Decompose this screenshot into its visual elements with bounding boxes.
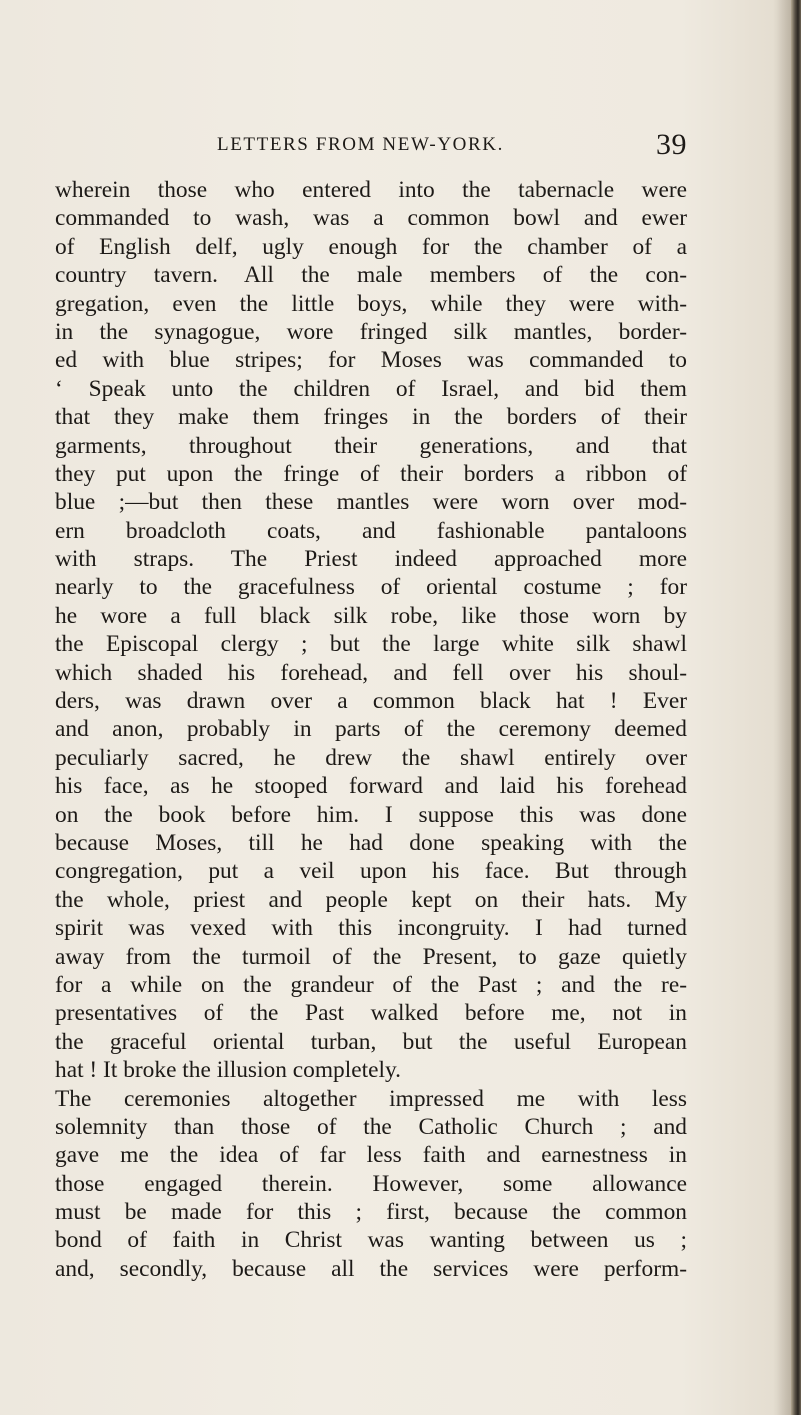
text-line: presentatives of the Past walked before me, not in bbox=[55, 1000, 687, 1027]
paragraph-end-line: hat ! It broke the illusion completely. bbox=[55, 1057, 402, 1084]
text-line: they put upon the fringe of their borders a ribbon of bbox=[55, 460, 687, 487]
text-line: those engaged therein. However, some allowance bbox=[55, 1170, 687, 1197]
running-head bbox=[65, 128, 687, 168]
text-line: country tavern. All the male members of the con- bbox=[55, 262, 687, 289]
text-line: congregation, put a veil upon his face. But through bbox=[55, 858, 687, 885]
text-line: ders, was drawn over a common black hat ! Ever bbox=[55, 688, 687, 715]
text-line: his face, as he stooped forward and laid his forehead bbox=[55, 773, 687, 800]
binding-shadow bbox=[773, 0, 791, 1415]
text-line: ern broadcloth coats, and fashionable pantaloons bbox=[55, 517, 687, 544]
text-line: that they make them fringes in the borders of their bbox=[55, 404, 687, 431]
text-line: which shaded his forehead, and fell over his shoul- bbox=[55, 659, 687, 686]
body-text bbox=[55, 176, 687, 1283]
text-line: garments, throughout their generations, and that bbox=[55, 432, 687, 459]
text-line: he wore a full black silk robe, like those worn by bbox=[55, 602, 687, 629]
text-line: the graceful oriental turban, but the useful European bbox=[55, 1028, 687, 1055]
text-line: and, secondly, because all the services were perform- bbox=[55, 1255, 687, 1282]
text-line: for a while on the grandeur of the Past ; and the re- bbox=[55, 971, 687, 998]
text-line: nearly to the gracefulness of oriental costume ; for bbox=[55, 574, 687, 601]
text-line: in the synagogue, wore fringed silk mantles, border- bbox=[55, 318, 687, 345]
text-line: with straps. The Priest indeed approached more bbox=[55, 546, 687, 573]
text-line: away from the turmoil of the Present, to gaze quietly bbox=[55, 943, 687, 970]
text-line: of English delf, ugly enough for the chamber of a bbox=[55, 233, 687, 260]
text-line: because Moses, till he had done speaking with the bbox=[55, 829, 687, 856]
running-title: LETTERS FROM NEW-YORK. bbox=[217, 134, 504, 155]
text-line: wherein those who entered into the tabernacle were bbox=[55, 177, 687, 203]
text-line: The ceremonies altogether impressed me with less bbox=[55, 1085, 687, 1112]
text-line: spirit was vexed with this incongruity. I had turned bbox=[55, 915, 687, 942]
text-line: solemnity than those of the Catholic Church ; and bbox=[55, 1113, 687, 1140]
text-line: gregation, even the little boys, while they were with- bbox=[55, 290, 687, 317]
text-line: peculiarly sacred, he drew the shawl entirely over bbox=[55, 744, 687, 771]
text-line: bond of faith in Christ was wanting between us ; bbox=[55, 1227, 687, 1254]
page-number: 39 bbox=[656, 128, 687, 161]
text-line: must be made for this ; first, because the common bbox=[55, 1199, 687, 1226]
text-line: and anon, probably in parts of the ceremony deemed bbox=[55, 716, 687, 743]
text-line: ‘ Speak unto the children of Israel, and bid them bbox=[55, 375, 687, 402]
text-line: blue ;—but then these mantles were worn over mod- bbox=[55, 489, 687, 516]
text-line: on the book before him. I suppose this was done bbox=[55, 801, 687, 828]
text-line: ed with blue stripes; for Moses was commanded to bbox=[55, 347, 687, 374]
binding-edge bbox=[791, 0, 801, 1415]
text-line: commanded to wash, was a common bowl and ewer bbox=[55, 205, 687, 232]
text-line: gave me the idea of far less faith and earnestness in bbox=[55, 1142, 687, 1169]
text-line: the Episcopal clergy ; but the large white silk shawl bbox=[55, 631, 687, 658]
text-line: the whole, priest and people kept on their hats. My bbox=[55, 886, 687, 913]
